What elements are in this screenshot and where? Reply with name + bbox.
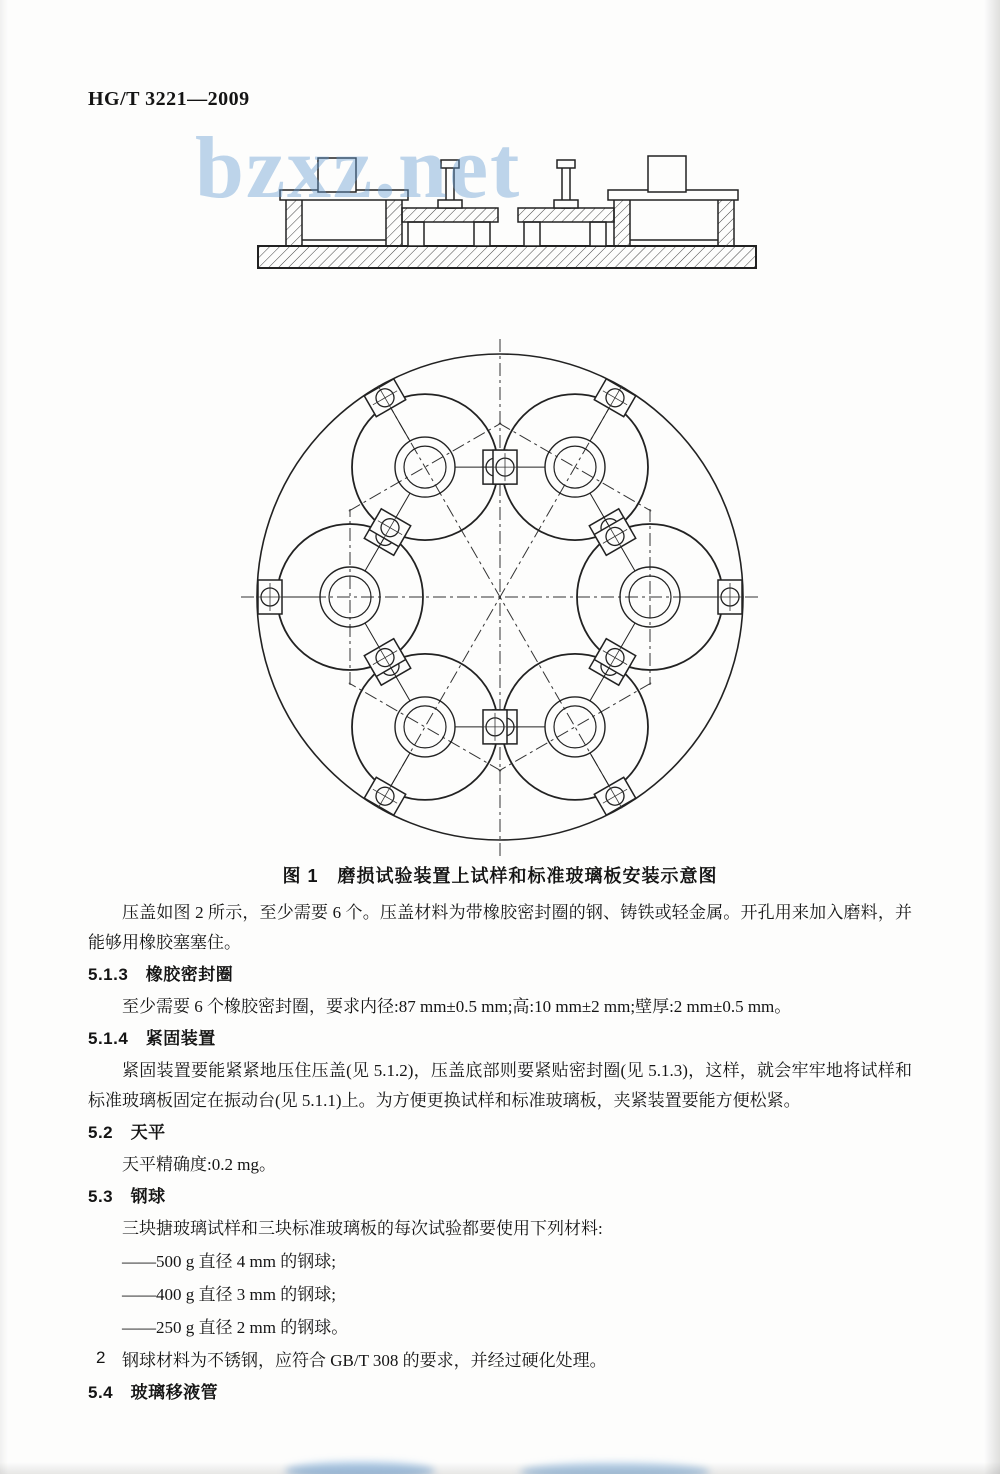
paragraph-clamp-device: 紧固装置要能紧紧地压住压盖(见 5.1.2)，压盖底部则要紧贴密封圈(见 5.1.3)，这样，就会牢牢地将试样和标准玻璃板固定在振动台(见 5.1.1)上。为方便更换试样和标准玻璃板，夹紧装置要能方便松紧。 (88, 1061, 912, 1110)
paragraph-balance: 天平精确度:0.2 mg。 (122, 1155, 276, 1174)
watermark-bottom-smudge (520, 1463, 710, 1474)
standard-number: HG/T 3221—2009 (88, 88, 250, 110)
figure-caption: 图 1 磨损试验装置上试样和标准玻璃板安装示意图 (282, 866, 718, 886)
body-text (88, 898, 912, 1410)
list-item-400g: ——400 g 直径 3 mm 的钢球; (122, 1285, 336, 1304)
paragraph-steel-material: 钢球材料为不锈钢，应符合 GB/T 308 的要求，并经过硬化处理。 (122, 1351, 607, 1370)
paragraph-seal-ring: 至少需要 6 个橡胶密封圈，要求内径:87 mm±0.5 mm;高:10 mm±2 mm;壁厚:2 mm±0.5 mm。 (122, 997, 792, 1016)
list-item-500g: ——500 g 直径 4 mm 的钢球; (122, 1252, 336, 1271)
heading-5-1-3: 5.1.3 橡胶密封圈 (88, 965, 234, 984)
watermark: bzxz.net (195, 120, 522, 217)
plan-view (241, 338, 759, 856)
figure-1-drawing (0, 120, 1000, 868)
heading-5-2: 5.2 天平 (88, 1123, 166, 1142)
watermark-bottom-smudge (285, 1462, 435, 1474)
heading-5-4: 5.4 玻璃移液管 (88, 1383, 219, 1402)
elevation-view (258, 156, 756, 268)
heading-5-3: 5.3 钢球 (88, 1187, 166, 1206)
paragraph-steel-balls-intro: 三块搪玻璃试样和三块标准玻璃板的每次试验都要使用下列材料: (122, 1219, 603, 1238)
scan-edge-bottom (0, 1462, 1000, 1474)
page-number: 2 (96, 1348, 106, 1367)
paragraph-cover: 压盖如图 2 所示，至少需要 6 个。压盖材料为带橡胶密封圈的钢、铸铁或轻金属。开孔用来加入磨料，并能够用橡胶塞塞住。 (88, 903, 912, 952)
heading-5-1-4: 5.1.4 紧固装置 (88, 1029, 216, 1048)
list-item-250g: ——250 g 直径 2 mm 的钢球。 (122, 1318, 349, 1337)
